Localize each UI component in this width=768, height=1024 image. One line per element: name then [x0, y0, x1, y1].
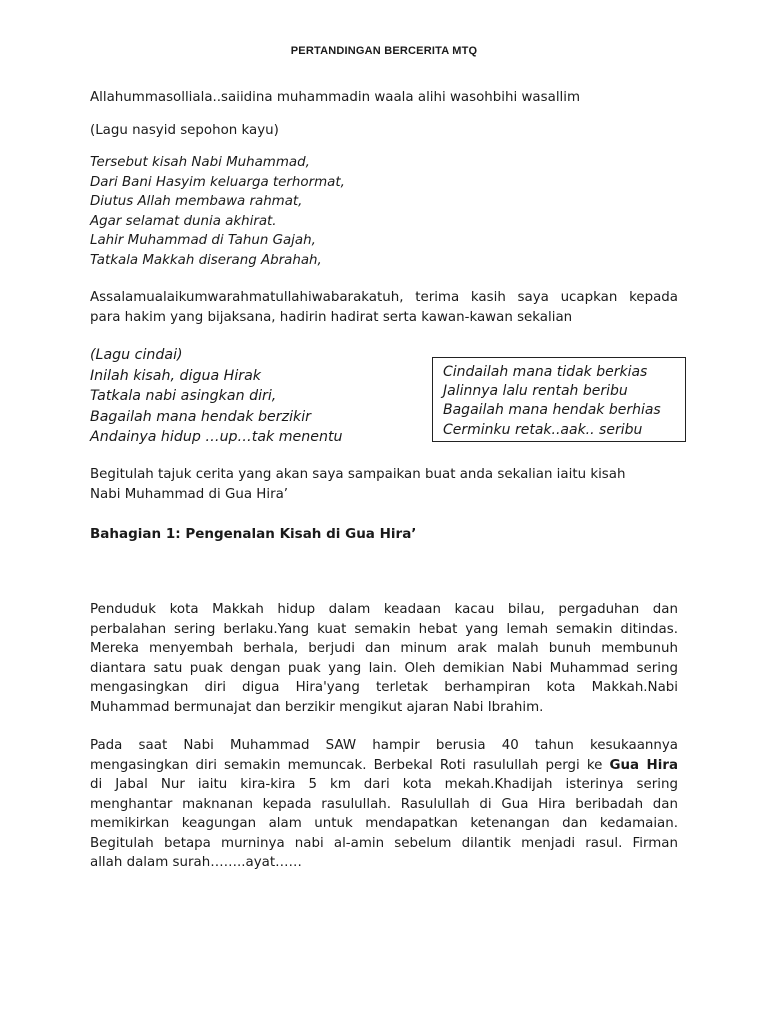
paragraph-1-line: diantara satu puak dengan puak yang lain. Oleh demikian Nabi Muhammad sering — [90, 660, 678, 676]
song2-box-line: Cerminku retak..aak.. seribu — [443, 421, 643, 438]
greeting-line: para hakim yang bijaksana, hadirin hadirat serta kawan-kawan sekalian — [90, 309, 573, 325]
opening-salawat: Allahummasolliala..saiidina muhammadin waala alihi wasohbihi wasallim — [90, 90, 581, 105]
greeting-paragraph — [90, 288, 678, 327]
song2-box-line: Cindailah mana tidak berkias — [443, 364, 648, 380]
paragraph-1-line: perbalahan sering berlaku.Yang kuat semakin hebat yang lemah semakin ditindas. — [90, 621, 678, 637]
song1-line: Tatkala Makkah diserang Abrahah, — [90, 252, 322, 268]
song2-boxed-verse — [432, 357, 686, 442]
paragraph-1 — [90, 600, 678, 717]
song2-line: Andainya hidup …up…tak menentu — [90, 429, 343, 445]
paragraph-2 — [90, 736, 678, 873]
paragraph-1-line: Penduduk kota Makkah hidup dalam keadaan kacau bilau, pergaduhan dan — [90, 602, 678, 617]
song1-line: Agar selamat dunia akhirat. — [90, 213, 277, 229]
song1-verse — [90, 153, 678, 270]
paragraph-2-line: Pada saat Nabi Muhammad SAW hampir berusia 40 tahun kesukaannya — [90, 738, 678, 753]
gua-hira-emphasis: Gua Hira — [609, 757, 678, 773]
paragraph-2-line: Begitulah betapa murninya nabi al-amin sebelum dilantik menjadi rasul. Firman — [90, 835, 678, 851]
paragraph-2-line: allah dalam surah……..ayat…… — [90, 855, 302, 870]
song1-line: Tersebut kisah Nabi Muhammad, — [90, 155, 310, 170]
song1-line: Lahir Muhammad di Tahun Gajah, — [90, 233, 316, 248]
song2-box-line: Jalinnya lalu rentah beribu — [443, 383, 628, 400]
song2-line: Tatkala nabi asingkan diri, — [90, 388, 277, 404]
document-title: PERTANDINGAN BERCERITA MTQ — [290, 45, 478, 57]
greeting-line: Assalamualaikumwarahmatullahiwabarakatuh, terima kasih saya ucapkan kepada — [90, 290, 678, 305]
paragraph-2-line: di Jabal Nur iaitu kira-kira 5 km dari kota mekah.Khadijah isterinya sering — [90, 777, 678, 792]
paragraph-2-line: memikirkan keagungan alam untuk mendapatkan ketenangan dan kedamaian. — [90, 816, 678, 831]
intro-line: Nabi Muhammad di Gua Hira’ — [90, 486, 289, 502]
song2-box-line: Bagailah mana hendak berhias — [443, 402, 661, 419]
song1-line: Dari Bani Hasyim keluarga terhormat, — [90, 174, 345, 190]
song1-line: Diutus Allah membawa rahmat, — [90, 194, 303, 209]
song2-line: Inilah kisah, digua Hirak — [90, 367, 262, 384]
paragraph-1-line: mengasingkan diri digua Hira'yang terletak berhampiran kota Makkah.Nabi — [90, 680, 678, 695]
intro-line: Begitulah tajuk cerita yang akan saya sampaikan buat anda sekalian iaitu kisah — [90, 467, 626, 482]
song2-line: Bagailah mana hendak berzikir — [90, 408, 312, 425]
song2-label: (Lagu cindai) — [90, 347, 183, 363]
paragraph-2-text: mengasingkan diri semakin memuncak. Berbekal Roti rasulullah pergi ke — [90, 757, 610, 773]
section1-heading: Bahagian 1: Pengenalan Kisah di Gua Hira’ — [90, 526, 417, 542]
song1-label: (Lagu nasyid sepohon kayu) — [90, 123, 279, 138]
paragraph-1-line: Muhammad bermunajat dan berzikir mengikut ajaran Nabi Ibrahim. — [90, 699, 544, 715]
intro-paragraph — [90, 465, 678, 504]
paragraph-1-line: Mereka menyembah berhala, berjudi dan minum arak malah bunuh membunuh — [90, 641, 678, 656]
paragraph-2-line: menghantar maknanan kepada rasulullah. Rasulullah di Gua Hira beribadah dan — [90, 796, 678, 812]
song2-verse — [90, 345, 343, 448]
paragraph-2-line — [90, 756, 678, 776]
